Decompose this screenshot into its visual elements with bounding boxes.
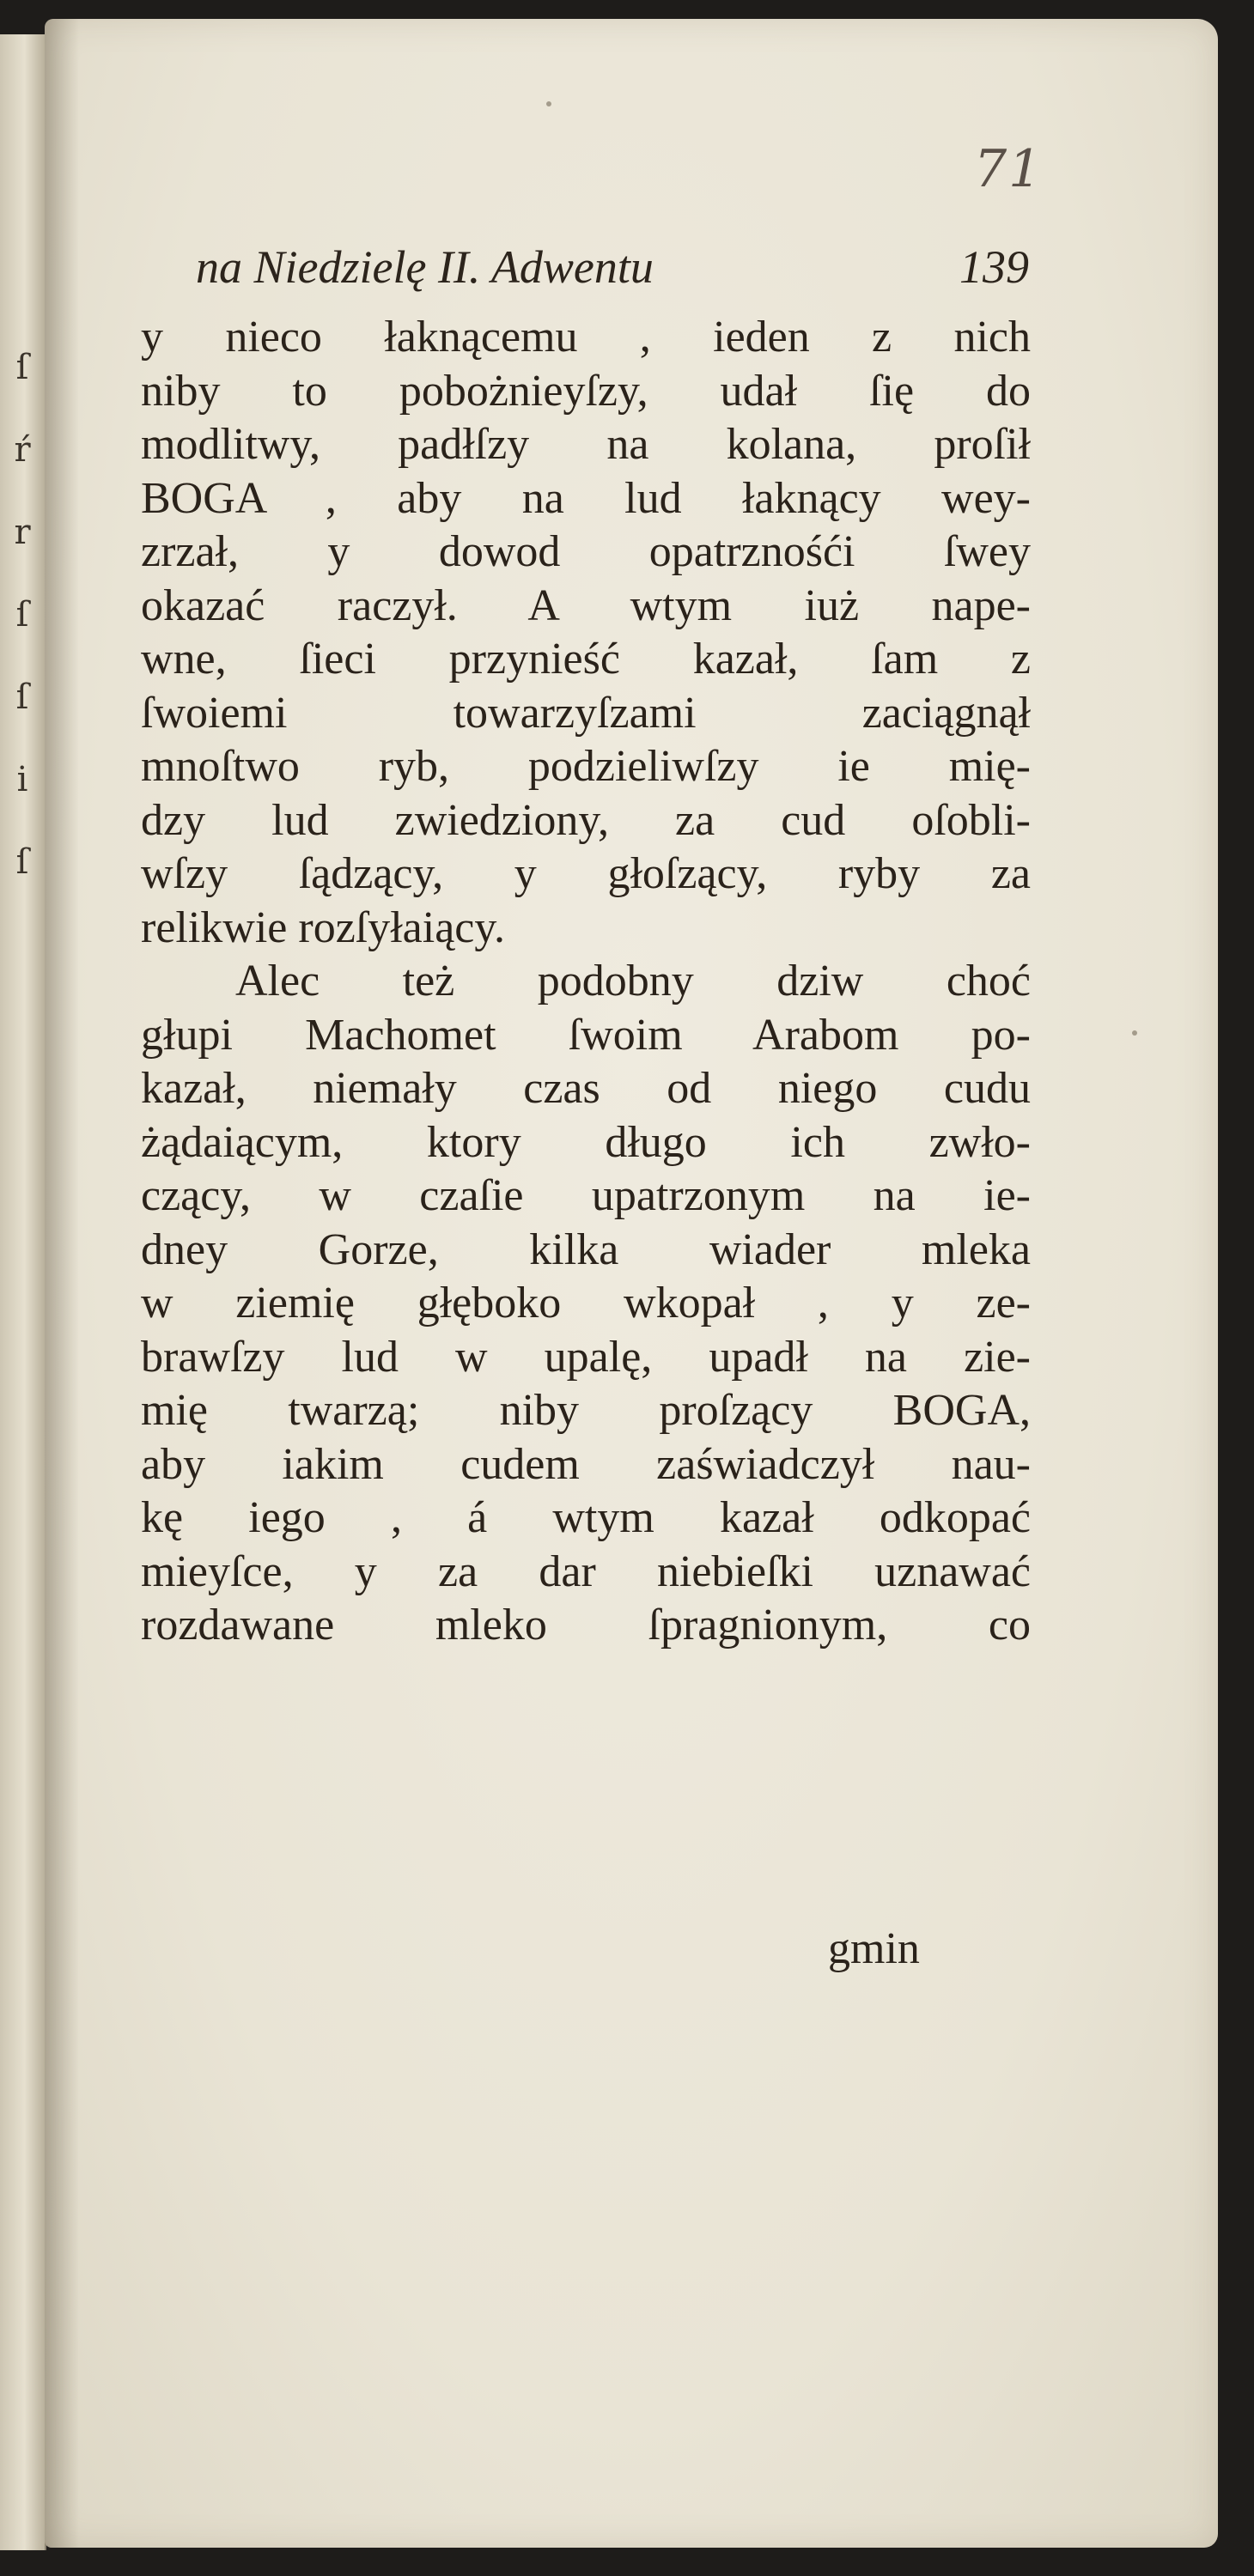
previous-page-margin-letters <box>5 326 40 903</box>
text-line: mieyſce, y za dar niebieſki uznawać <box>141 1546 1031 1596</box>
paper-speck <box>546 101 551 106</box>
running-head-title: na Niedzielę II. Adwentu <box>196 241 654 293</box>
text-line: głupi Machomet ſwoim Arabom po- <box>141 1010 1031 1060</box>
text-line: ſwoiemi towarzyſzami zaciągnął <box>141 688 1031 738</box>
catchword: gmin <box>828 1924 920 1973</box>
paragraph-start-line: Alec też podobny dziw choć <box>235 957 1031 1005</box>
margin-letter: ſ <box>15 348 29 387</box>
handwritten-folio-number: 71 <box>974 139 1044 199</box>
text-line: rozdawane mleko ſpragnionym, co <box>141 1601 1031 1649</box>
text-line: kazał, niemały czas od niego cudu <box>141 1064 1031 1113</box>
margin-letter: ſ <box>15 842 29 882</box>
text-line: niby to pobożnieyſzy, udał ſię do <box>141 366 1031 416</box>
text-line: wne, ſieci przynieść kazał, ſam z <box>141 635 1031 683</box>
margin-letter: ſ <box>15 595 29 635</box>
page-number: 139 <box>959 241 1029 293</box>
gutter-shadow <box>45 19 79 2548</box>
margin-letter: r <box>14 513 31 552</box>
margin-letter: ſ <box>15 677 29 717</box>
previous-page-edge <box>0 34 46 2550</box>
margin-letter: i <box>16 760 28 799</box>
text-line: relikwie rozſyłaiący. <box>141 902 505 952</box>
text-line: aby iakim cudem zaświadczył nau- <box>141 1439 1031 1489</box>
running-head <box>196 240 1029 301</box>
text-line: żądaiącym, ktory długo ich zwło- <box>141 1117 1031 1167</box>
margin-letter: ŕ <box>14 430 31 470</box>
body-text <box>141 311 1031 1653</box>
text-line: dzy lud zwiedziony, za cud oſobli- <box>141 795 1031 845</box>
text-line: kę iego , á wtym kazał odkopać <box>141 1493 1031 1542</box>
book-page <box>45 19 1218 2548</box>
text-line: brawſzy lud w upalę, upadł na zie- <box>141 1332 1031 1382</box>
text-line: zrzał, y dowod opatrznośći ſwey <box>141 527 1031 576</box>
text-line: dney Gorze, kilka wiader mleka <box>141 1224 1031 1274</box>
text-line: mnoſtwo ryb, podzieliwſzy ie mię- <box>141 742 1031 791</box>
paper-speck <box>1132 1030 1137 1036</box>
text-line: mię twarzą; niby proſzący BOGA, <box>141 1386 1031 1435</box>
text-line: wſzy ſądzący, y głoſzący, ryby za <box>141 849 1031 898</box>
text-line: BOGA , aby na lud łaknący wey- <box>141 473 1031 523</box>
text-line: w ziemię głęboko wkopał , y ze- <box>141 1279 1031 1327</box>
text-line: okazać raczył. A wtym iuż nape- <box>141 580 1031 630</box>
text-line: y nieco łaknącemu , ieden z nich <box>141 313 1031 361</box>
text-line: czący, w czaſie upatrzonym na ie- <box>141 1171 1031 1220</box>
text-line: modlitwy, padłſzy na kolana, proſił <box>141 420 1031 469</box>
